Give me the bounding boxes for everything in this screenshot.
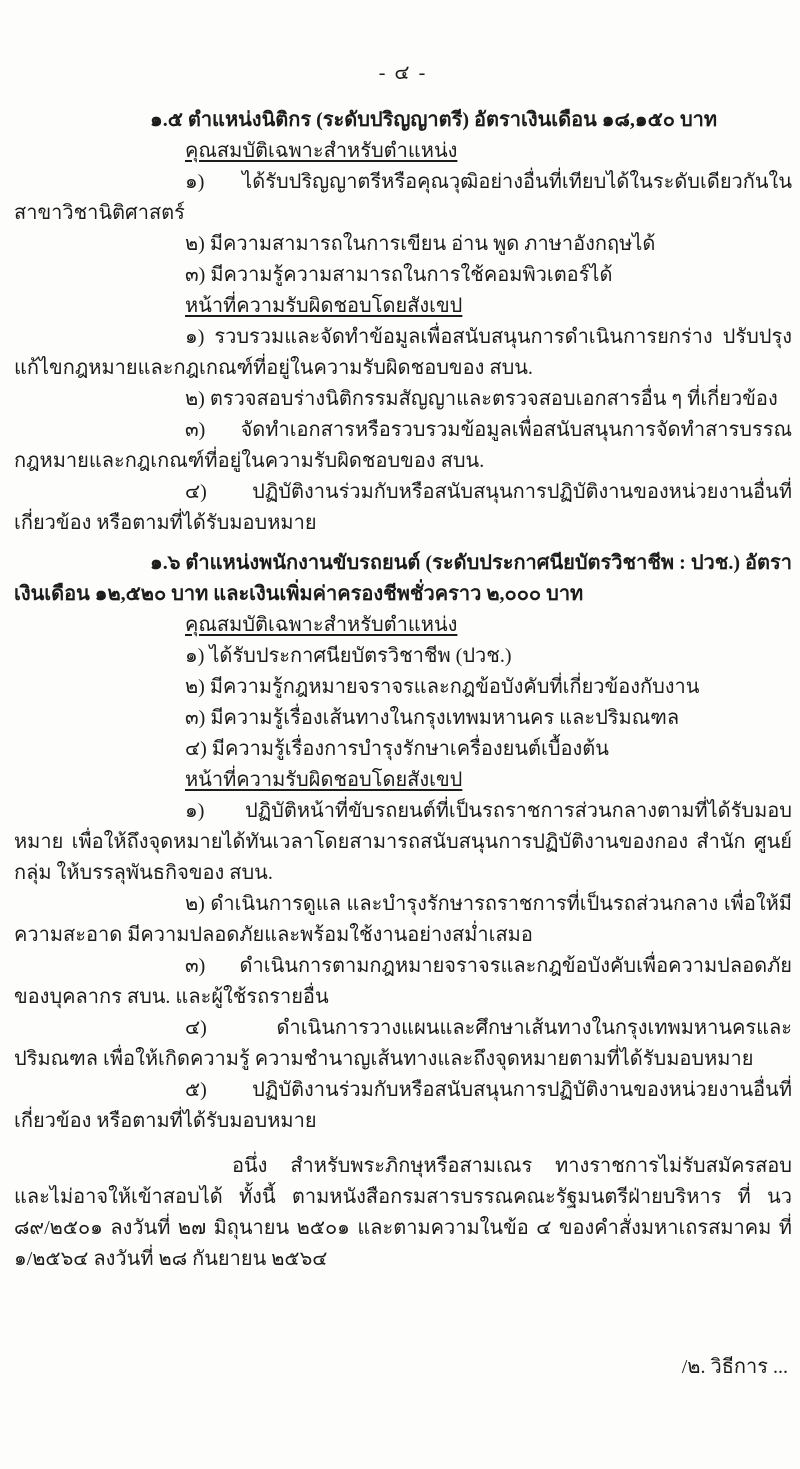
qualification-item: ๑) ได้รับปริญญาตรีหรือคุณวุฒิอย่างอื่นที่เทียบได้ในระดับเดียวกันในสาขาวิชานิติศาสตร์ (14, 171, 792, 224)
qualifications-title: คุณสมบัติเฉพาะสำหรับตำแหน่ง (185, 614, 458, 636)
section-heading: ๑.๕ ตำแหน่งนิติกร (ระดับปริญญาตรี) อัตราเงินเดือน ๑๘,๑๕๐ บาท (150, 109, 718, 131)
footer-continuation-marker: /๒. วิธีการ ... (681, 1356, 788, 1378)
duty-item: ๑) รวบรวมและจัดทำข้อมูลเพื่อสนับสนุนการดำเนินการยกร่าง ปรับปรุง แก้ไขกฎหมายและกฎเกณฑ์ที่อยู่ในความรับผิดชอบของ สบน. (14, 326, 792, 379)
qualifications-title: คุณสมบัติเฉพาะสำหรับตำแหน่ง (185, 140, 458, 162)
qualification-item: ๑) ได้รับประกาศนียบัตรวิชาชีพ (ปวช.) (185, 645, 512, 667)
qualification-item: ๔) มีความรู้เรื่องการบำรุงรักษาเครื่องยนต์เบื้องต้น (185, 738, 609, 760)
duty-item: ๓) ดำเนินการตามกฎหมายจราจรและกฎข้อบังคับเพื่อความปลอดภัยของบุคลากร สบน. และผู้ใช้รถรายอื่น (14, 955, 792, 1008)
duty-item: ๔) ดำเนินการวางแผนและศึกษาเส้นทางในกรุงเทพมหานครและปริมณฑล เพื่อให้เกิดความรู้ ความชำนาญเส้นทางและถึงจุดหมายตามที่ได้รับมอบหมาย (14, 1017, 792, 1070)
monk-restriction-note: อนึ่ง สำหรับพระภิกษุหรือสามเณร ทางราชการไม่รับสมัครสอบและไม่อาจให้เข้าสอบได้ ทั้งนี้ ตามหนังสือกรมสารบรรณคณะรัฐมนตรีฝ่ายบริหาร ที่ นว ๘๙/๒๕๐๑ ลงวันที่ ๒๗ มิถุนายน ๒๕๐๑ และตามความในข้อ ๔ ของคำสั่งมหาเถรสมาคม ที่ ๑/๒๕๖๔ ลงวันที่ ๒๘ กันยายน ๒๕๖๔ (14, 1155, 792, 1270)
duties-title: หน้าที่ความรับผิดชอบโดยสังเขป (185, 295, 463, 317)
duties-title: หน้าที่ความรับผิดชอบโดยสังเขป (185, 769, 463, 791)
page-number: - ๔ - (378, 62, 428, 84)
qualification-item: ๓) มีความรู้เรื่องเส้นทางในกรุงเทพมหานคร และปริมณฑล (185, 707, 680, 729)
qualification-item: ๓) มีความรู้ความสามารถในการใช้คอมพิวเตอร์ได้ (185, 264, 613, 286)
section-position-1-5 (14, 105, 792, 539)
duty-item: ๔) ปฏิบัติงานร่วมกับหรือสนับสนุนการปฏิบัติงานของหน่วยงานอื่นที่เกี่ยวข้อง หรือตามที่ได้รับมอบหมาย (14, 481, 792, 534)
section-heading: ๑.๖ ตำแหน่งพนักงานขับรถยนต์ (ระดับประกาศนียบัตรวิชาชีพ : ปวช.) อัตราเงินเดือน ๑๒,๕๒๐ บาท และเงินเพิ่มค่าครองชีพชั่วคราว ๒,๐๐๐ บาท (14, 552, 792, 605)
duty-item: ๒) ตรวจสอบร่างนิติกรรมสัญญาและตรวจสอบเอกสารอื่น ๆ ที่เกี่ยวข้อง (185, 388, 778, 410)
duty-item: ๒) ดำเนินการดูแล และบำรุงรักษารถราชการที่เป็นรถส่วนกลาง เพื่อให้มีความสะอาด มีความปลอดภัยและพร้อมใช้งานอย่างสม่ำเสมอ (14, 893, 792, 946)
duty-item: ๑) ปฏิบัติหน้าที่ขับรถยนต์ที่เป็นรถราชการส่วนกลางตามที่ได้รับมอบหมาย เพื่อให้ถึงจุดหมายได้ทันเวลาโดยสามารถสนับสนุนการปฏิบัติงานของกอง สำนัก ศูนย์ กลุ่ม ให้บรรลุพันธกิจของ สบน. (14, 800, 792, 884)
qualification-item: ๒) มีความสามารถในการเขียน อ่าน พูด ภาษาอังกฤษได้ (185, 233, 656, 255)
section-position-1-6 (14, 548, 792, 1137)
duty-item: ๓) จัดทำเอกสารหรือรวบรวมข้อมูลเพื่อสนับสนุนการจัดทำสารบรรณกฎหมายและกฎเกณฑ์ที่อยู่ในความรับผิดชอบของ สบน. (14, 419, 792, 472)
qualification-item: ๒) มีความรู้กฎหมายจราจรและกฎข้อบังคับที่เกี่ยวข้องกับงาน (185, 676, 700, 698)
duty-item: ๕) ปฏิบัติงานร่วมกับหรือสนับสนุนการปฏิบัติงานของหน่วยงานอื่นที่เกี่ยวข้อง หรือตามที่ได้รับมอบหมาย (14, 1079, 792, 1132)
